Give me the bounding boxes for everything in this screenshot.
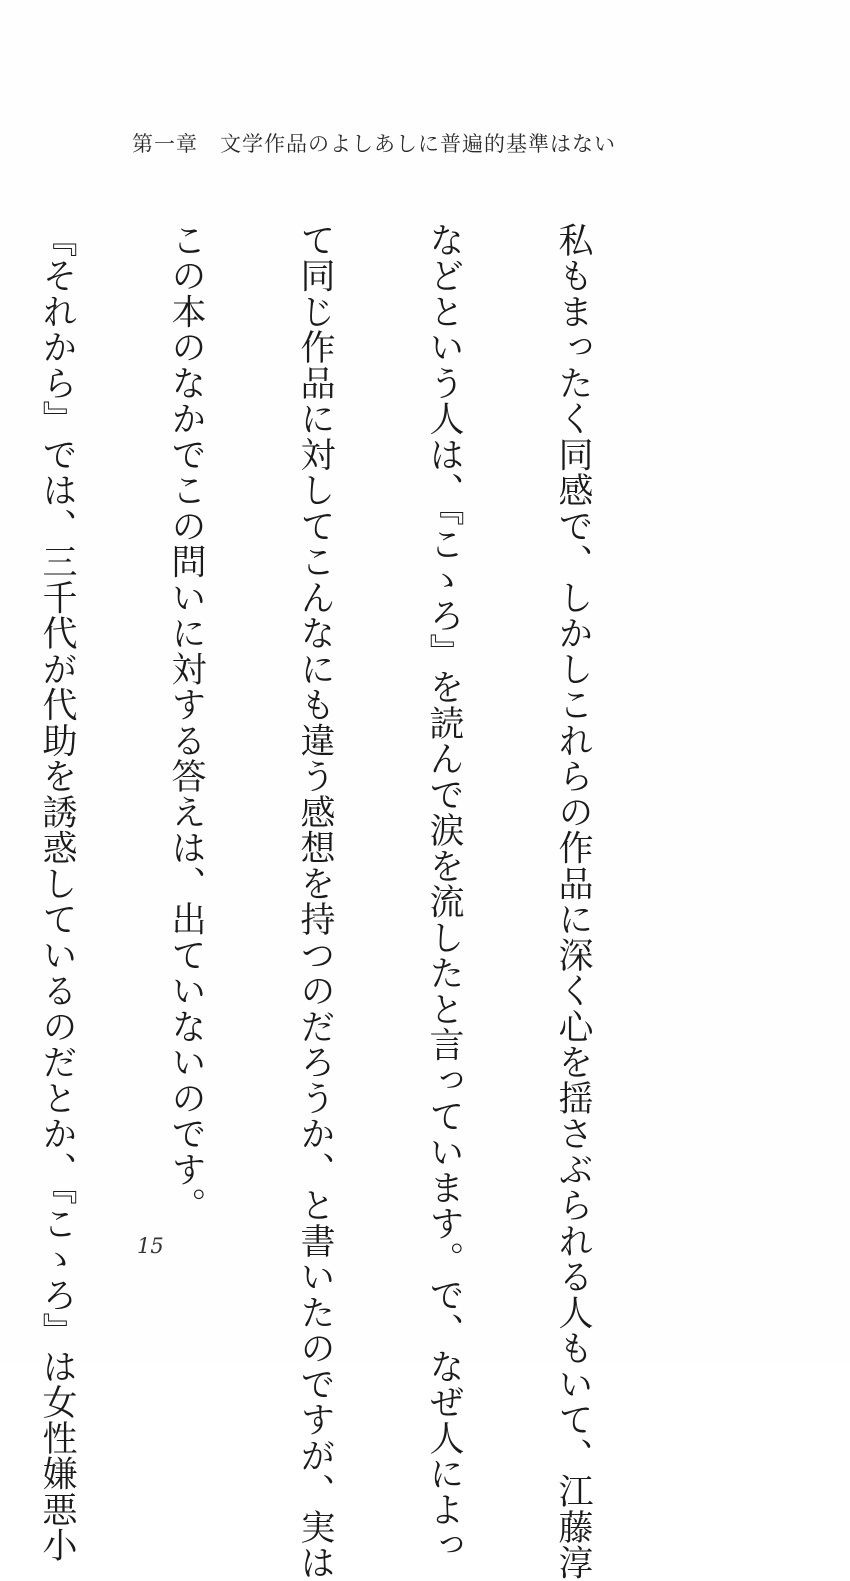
- text-line: 『それから』では、三千代が代助を誘惑しているのだとか、『こゝろ』は女性嫌悪小: [37, 222, 77, 1563]
- chapter-label: 第一章: [132, 132, 198, 156]
- chapter-title: 文学作品のよしあしに普遍的基準はない: [220, 132, 616, 156]
- text-line: 私もまったく同感で、しかしこれらの作品に深く心を揺さぶられる人もいて、江藤淳: [553, 222, 593, 1581]
- text-line: この本のなかでこの問いに対する答えは、出ていないのです。: [166, 222, 206, 1223]
- page-number: 15: [137, 1234, 164, 1258]
- text-line: などという人は、『こゝろ』を読んで涙を流したと言っています。で、なぜ人によっ: [424, 222, 464, 1563]
- text-line: て同じ作品に対してこんなにも違う感想を持つのだろうか、と書いたのですが、実は: [295, 222, 335, 1581]
- running-head: [132, 128, 616, 158]
